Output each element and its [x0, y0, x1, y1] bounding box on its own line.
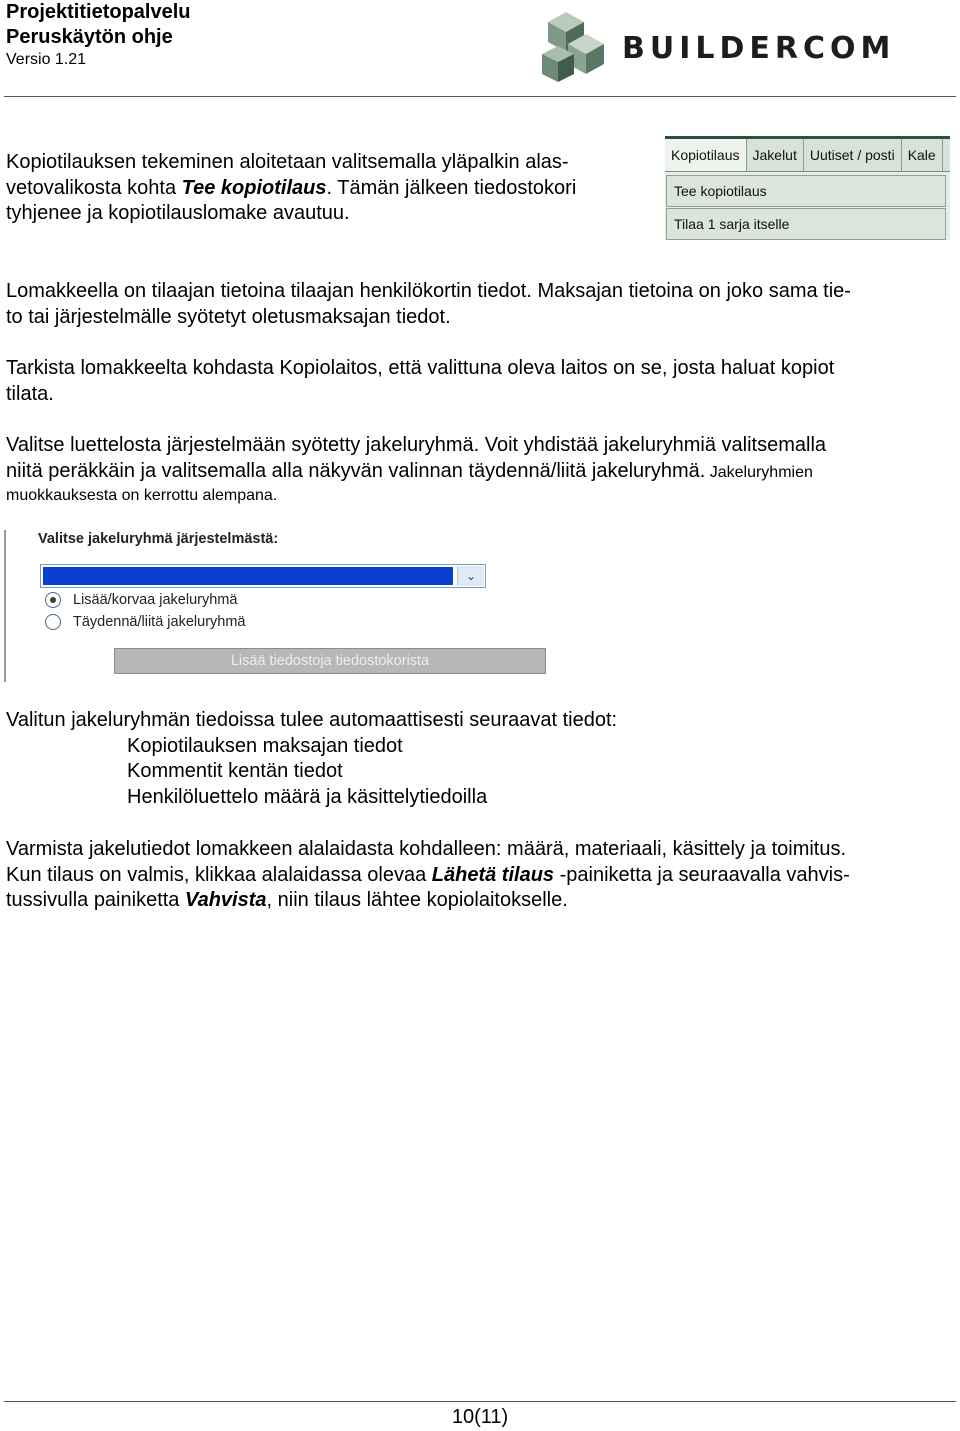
buildercom-logo-icon — [538, 8, 614, 86]
doc-subtitle: Peruskäytön ohje — [6, 26, 173, 48]
add-files-button[interactable]: Lisää tiedostoja tiedostokorista — [114, 648, 546, 674]
list-item: Kopiotilauksen maksajan tiedot — [127, 734, 403, 757]
doc-title: Projektitietopalvelu — [6, 1, 191, 23]
radio-checked-icon — [45, 592, 61, 608]
text-span: -painiketta ja seuraavalla vahvis- — [554, 863, 850, 886]
text-line: Lomakkeella on tilaajan tietoina tilaajan henkilökortin tiedot. Maksajan tietoina on joko sama tie- — [6, 280, 851, 302]
paragraph-varmista — [6, 837, 956, 914]
form-left-border — [4, 530, 6, 682]
form-screenshot — [4, 530, 554, 682]
text-span: . Voit yhdistää jakeluryhmiä valitsemalla — [473, 434, 827, 456]
list-item: Henkilöluettelo määrä ja käsittelytiedoilla — [127, 785, 488, 808]
text-line: muokkauksesta on kerrottu alempana. — [6, 487, 278, 504]
text-span: niitä peräkkäin ja valitsemalla alla näkyvän valinnan täydennä/liitä jakeluryhmä. — [6, 459, 706, 482]
text-line — [6, 863, 956, 889]
tab-jakelut[interactable]: Jakelut — [747, 139, 804, 171]
doc-version: Versio 1.21 — [6, 51, 87, 68]
text-span: tussivulla painiketta — [6, 889, 185, 911]
text-line — [6, 888, 956, 914]
chevron-down-icon[interactable]: ⌄ — [457, 566, 484, 586]
radio-taydenna-liita[interactable] — [45, 614, 245, 630]
text-span: Jakeluryhmien — [705, 463, 813, 481]
footer-divider — [4, 1401, 956, 1402]
text-line: tyhjenee ja kopiotilauslomake avautuu. — [6, 202, 350, 224]
logo-text: BUILDERCOM — [622, 31, 896, 66]
text-span: . Tämän jälkeen tiedostokori — [326, 176, 577, 199]
menu-item-tee-kopiotilaus[interactable]: Tee kopiotilaus — [666, 175, 946, 207]
menu-screenshot — [665, 136, 950, 240]
tab-kopiotilaus[interactable]: Kopiotilaus — [665, 139, 747, 171]
header-divider — [4, 96, 956, 97]
dropdown-menu — [666, 175, 946, 240]
text-line — [6, 459, 956, 486]
paragraph-intro — [6, 150, 656, 227]
text-span: Kun tilaus on valmis, klikkaa alalaidassa olevaa — [6, 863, 432, 886]
paragraph-kopiolaitos — [6, 356, 956, 407]
paragraph-lomake — [6, 279, 956, 330]
emphasis-vahvista: Vahvista — [184, 889, 267, 911]
text-line: Kopiotilauksen tekeminen aloitetaan valitsemalla yläpalkin alas- — [6, 151, 569, 173]
text-line: Tarkista lomakkeelta kohdasta Kopiolaitos, että valittuna oleva laitos on se, josta haluat kopiot — [6, 357, 835, 379]
text-line: tilata. — [6, 382, 54, 405]
paragraph-tiedot — [6, 708, 956, 810]
list-item: Kommentit kentän tiedot — [127, 760, 343, 782]
radio-lisaa-korvaa[interactable] — [45, 592, 237, 608]
emphasis-laheta-tilaus: Lähetä tilaus — [431, 863, 555, 886]
form-title: Valitse jakeluryhmä järjestelmästä: — [38, 531, 279, 547]
text-line: to tai järjestelmälle syötetyt oletusmaksajan tiedot. — [6, 305, 451, 328]
text-span: , niin tilaus lähtee kopiolaitokselle. — [266, 889, 568, 911]
text-line — [6, 176, 656, 202]
jakeluryhma-select[interactable] — [40, 564, 486, 588]
radio-label: Täydennä/liitä jakeluryhmä — [73, 614, 246, 630]
radio-label: Lisää/korvaa jakeluryhmä — [73, 592, 238, 608]
paragraph-jakeluryhma — [6, 433, 956, 507]
text-line — [6, 433, 956, 459]
text-line: Varmista jakelutiedot lomakkeen alalaidasta kohdalleen: määrä, materiaali, käsittely ja toimitus. — [6, 838, 847, 860]
emphasis-tee-kopiotilaus: Tee kopiotilaus — [181, 176, 327, 199]
tab-kale[interactable]: Kale — [902, 139, 943, 171]
tab-uutiset-posti[interactable]: Uutiset / posti — [804, 139, 902, 171]
menu-item-tilaa-sarja[interactable]: Tilaa 1 sarja itselle — [666, 208, 946, 240]
select-selected-value — [43, 567, 453, 585]
radio-unchecked-icon — [45, 614, 61, 630]
text-span: vetovalikosta kohta — [6, 176, 182, 199]
menu-tabs — [665, 139, 950, 172]
text-span: Valitse luettelosta järjestelmään syötetty jakeluryhmä — [6, 434, 474, 456]
page-number: 10(11) — [451, 1406, 509, 1428]
text-line: Valitun jakeluryhmän tiedoissa tulee automaattisesti seuraavat tiedot: — [6, 709, 618, 731]
